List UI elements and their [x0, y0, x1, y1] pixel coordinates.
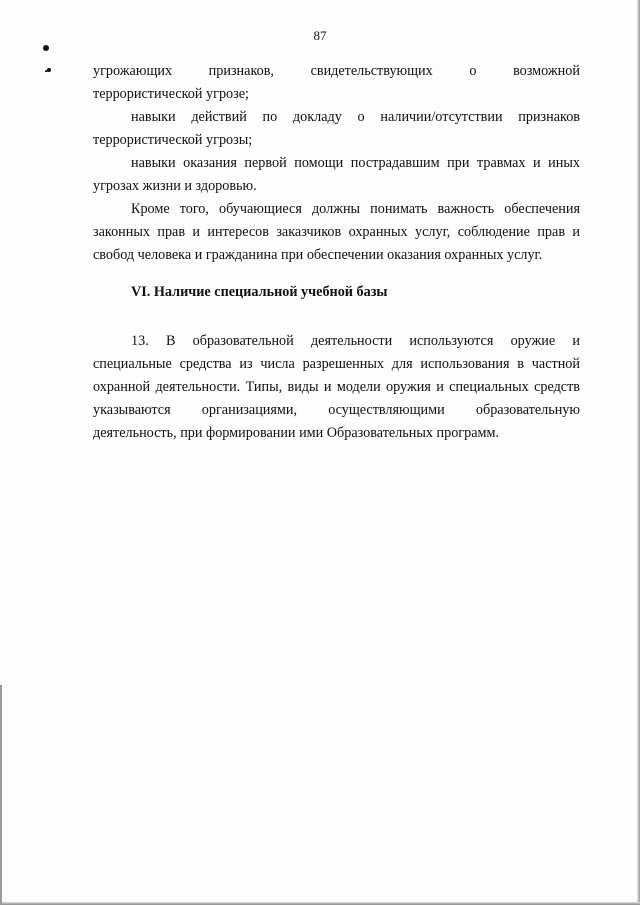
word: о — [469, 63, 477, 79]
word: свидетельствующих — [310, 63, 433, 79]
paragraph-line — [93, 60, 580, 83]
word: признаков, — [208, 63, 274, 79]
word: возможной — [513, 63, 580, 79]
paragraph: навыки действий по докладу о наличии/отсутствии признаков террористической угрозы; — [93, 109, 580, 148]
body-text — [93, 60, 580, 267]
body-text-section — [93, 330, 580, 445]
page-number: 87 — [313, 28, 327, 43]
paragraph: Кроме того, обучающиеся должны понимать важность обеспечения законных прав и интересов заказчиков охранных услуг, соблюдение прав и свобод человека и гражданина при обеспечении оказания охранных услуг. — [93, 201, 580, 263]
section-heading: VI. Наличие специальной учебной базы — [131, 284, 388, 300]
paragraph-line: террористической угрозе; — [93, 86, 249, 102]
paragraph: 13. В образовательной деятельности используются оружие и специальные средства из числа разрешенных для использования в частной охранной деятельности. Типы, виды и модели оружия и специальных средств указываются организациями, осуществляющими образовательную деятельность, при формировании ими Образовательных программ. — [93, 333, 580, 441]
paragraph: навыки оказания первой помощи пострадавшим при травмах и иных угрозах жизни и здоровью. — [93, 155, 580, 194]
scan-edge-left — [0, 685, 2, 905]
scan-speck — [45, 70, 48, 72]
scan-speck — [43, 45, 49, 51]
word: угрожающих — [93, 63, 173, 79]
